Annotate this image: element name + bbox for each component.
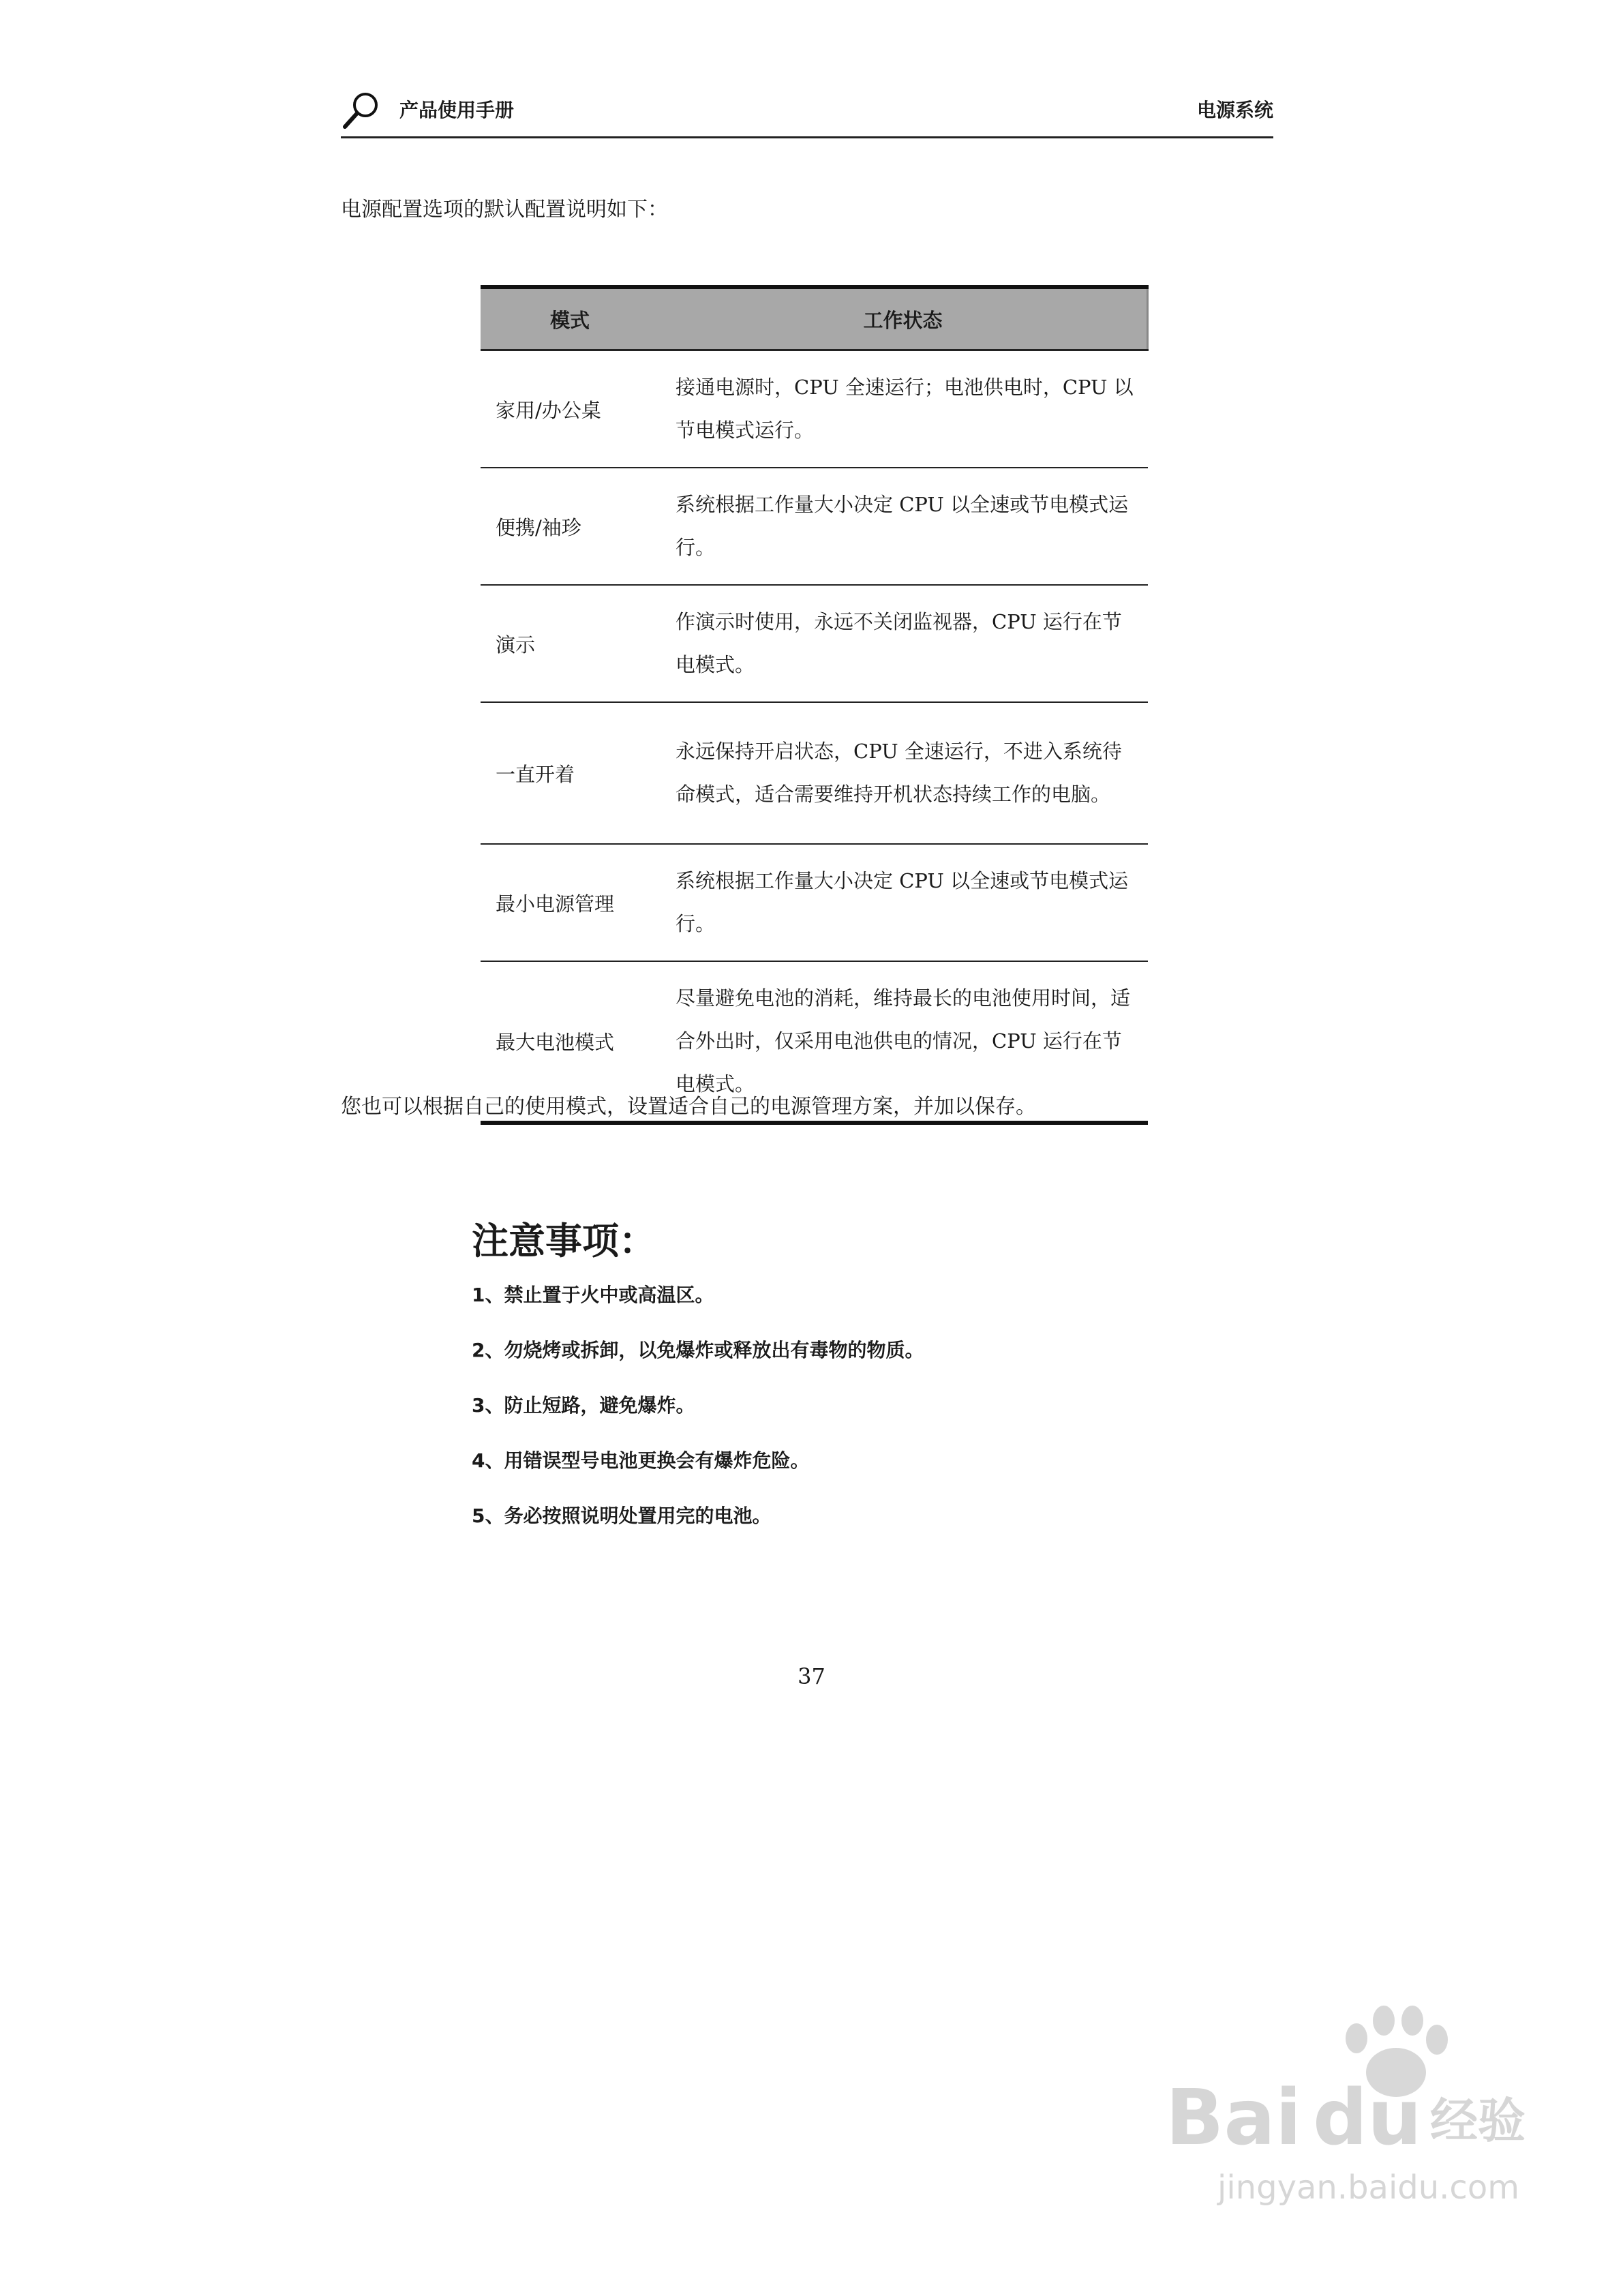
status-cell: 接通电源时，CPU 全速运行；电池供电时，CPU 以节电模式运行。 — [676, 376, 1134, 442]
mode-cell: 一直开着 — [481, 702, 659, 844]
mode-cell: 演示 — [481, 585, 659, 702]
warning-item: 5、务必按照说明处置用完的电池。 — [472, 1505, 772, 1527]
power-modes-table — [481, 285, 1149, 1125]
brand-tail-text: du — [1313, 2074, 1422, 2162]
mode-cell: 便携/袖珍 — [481, 468, 659, 585]
warnings-list — [472, 1282, 924, 1558]
table-row — [481, 468, 1148, 585]
status-cell: 作演示时使用，永远不关闭监视器，CPU 运行在节电模式。 — [659, 585, 1148, 702]
manual-title: 产品使用手册 — [399, 99, 515, 121]
status-cell: 永远保持开启状态，CPU 全速运行，不进入系统待命模式，适合需要维持开机状态持续工作的电脑。 — [659, 702, 1148, 844]
brand-text: Bai — [1166, 2074, 1302, 2162]
header-status: 工作状态 — [659, 287, 1148, 350]
section-title: 电源系统 — [1196, 99, 1273, 121]
warning-item: 3、防止短路，避免爆炸。 — [472, 1394, 695, 1417]
baidu-watermark — [1152, 1991, 1534, 2222]
mode-cell: 最小电源管理 — [481, 844, 659, 961]
status-cell: 尽量避免电池的消耗，维持最长的电池使用时间，适合外出时，仅采用电池供电的情况，CPU 运行在节电模式。 — [659, 961, 1148, 1123]
mode-cell: 最大电池模式 — [481, 961, 659, 1123]
intro-text: 电源配置选项的默认配置说明如下： — [341, 198, 668, 222]
table-header-row — [481, 287, 1148, 350]
note-text: 您也可以根据自己的使用模式，设置适合自己的电源管理方案，并加以保存。 — [341, 1095, 1036, 1119]
table-row — [481, 844, 1148, 961]
warning-item: 4、用错误型号电池更换会有爆炸危险。 — [472, 1449, 810, 1472]
table-row — [481, 350, 1148, 468]
warning-item: 2、勿烧烤或拆卸，以免爆炸或释放出有毒物的物质。 — [472, 1339, 924, 1361]
page-header — [341, 82, 1273, 138]
url-text: jingyan.baidu.com — [1217, 2169, 1519, 2207]
product-text: 经验 — [1430, 2093, 1526, 2149]
status-cell: 系统根据工作量大小决定 CPU 以全速或节电模式运行。 — [659, 844, 1148, 961]
warning-item: 1、禁止置于火中或高温区。 — [472, 1284, 714, 1306]
mode-cell: 家用/办公桌 — [496, 398, 601, 422]
status-cell: 系统根据工作量大小决定 CPU 以全速或节电模式运行。 — [659, 468, 1148, 585]
warnings-title: 注意事项： — [472, 1220, 656, 1263]
table-row — [481, 702, 1148, 844]
page-number: 37 — [798, 1663, 825, 1689]
header-mode: 模式 — [481, 287, 659, 350]
table-row — [481, 585, 1148, 702]
magnifier-icon — [341, 90, 382, 131]
